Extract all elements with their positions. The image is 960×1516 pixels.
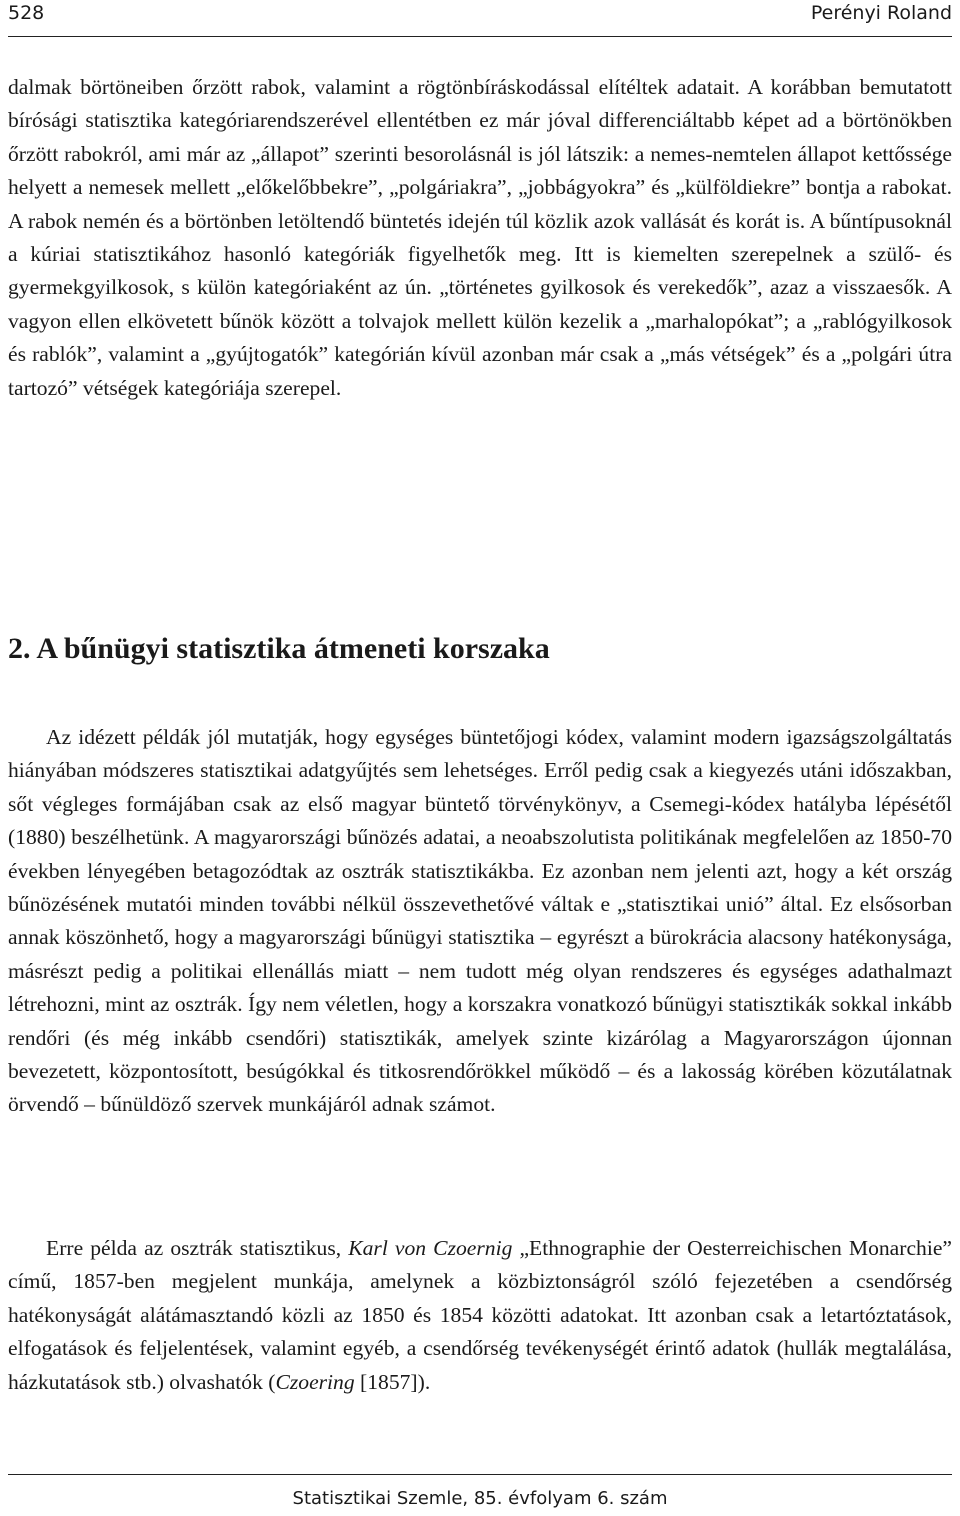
footer-rule (8, 1474, 952, 1475)
citation-italic: Czoering (275, 1369, 355, 1394)
running-author: Perényi Roland (810, 2, 952, 24)
p3-lead-text: Erre példa az osztrák statisztikus, (46, 1236, 349, 1260)
page-number: 528 (8, 2, 45, 24)
paragraph-czoernig (8, 1232, 952, 1399)
p3-end-text: [1857]). (354, 1369, 431, 1394)
p3-mid-text: „Ethnographie der Oesterreichischen Monarchie” című, 1857-ben megjelent munkája, amelynek a közbiztonságról szóló fejezetében a csendőrség hatékonyságát alátámasztandó közli az 1850 és 1854 közötti adatokat. Itt azonban csak a letartóztatások, elfogatások és feljelentések, valamint egyéb, a csendőrség tevékenységét érintő adatok (hullák megtalálása, házkutatások stb.) olvashatók ( (8, 1236, 952, 1394)
author-name-italic: Karl von Czoernig (348, 1236, 513, 1260)
running-header (8, 0, 952, 37)
journal-footer: Statisztikai Szemle, 85. évfolyam 6. szám (292, 1488, 668, 1509)
paragraph-continued: dalmak börtöneiben őrzött rabok, valamint a rögtönbíráskodással elítéltek adatait. A korábban bemutatott bírósági statisztika kategóriarendszerével ellentétben ez már jóval differenciáltabb képet ad a börtönökben őrzött rabokról, ami már az „állapot” szerinti besorolásnál is jól látszik: a nemes-nemtelen állapot kettőssége helyett a nemesek mellett „előkelőbbekre”, „polgáriakra”, „jobbágyokra” és „külföldiekre” bontja a rabokat. A rabok nemén és a börtönben letöltendő büntetés idején túl közlik azok vallását és korát is. A bűntípusoknál a kúriai statisztikához hasonló kategóriák figyelhetők meg. Itt is kiemelten szerepelnek a szülő- és gyermekgyilkosok, s külön kategóriaként az ún. „történetes gyilkosok és verekedők”, azaz a visszaesők. A vagyon ellen elkövetett bűnök között a tolvajok mellett külön kezelik a „marhalopókat”; a „rablógyilkosok és rablók”, valamint a „gyújtogatók” kategórián kívül azonban már csak a „más vétségek” és a „polgári útra tartozó” vétségek kategóriája szerepel. (8, 75, 952, 400)
section-heading: 2. A bűnügyi statisztika átmeneti korszaka (8, 632, 550, 665)
paragraph-intro: Az idézett példák jól mutatják, hogy egységes büntetőjogi kódex, valamint modern igazságszolgáltatás hiányában módszeres statisztikai adatgyűjtés sem lehetséges. Erről pedig csak a kiegyezés utáni időszakban, sőt végleges formájában csak az első magyar büntető törvénykönyv, a Csemegi-kódex hatályba lépésétől (1880) beszélhetünk. A magyarországi bűnözés adatai, a neoabszolutista politikának megfelelően az 1850-70 években lényegében betagozódtak az osztrák statisztikákba. Ez azonban nem jelenti azt, hogy a két ország bűnözésének mutatói minden további nélkül összevethetővé váltak e „statisztikai unió” által. Ez elsősorban annak köszönhető, hogy a magyarországi bűnügyi statisztika – egyrészt a bürokrácia alacsony hatékonysága, másrészt pedig a politikai ellenállás miatt – nem tudott még olyan rendszeres és egységes adathalmazt létrehozni, mint az osztrák. Így nem véletlen, hogy a korszakra vonatkozó bűnügyi statisztikák sokkal inkább rendőri (és még inkább csendőri) statisztikák, amelyek szinte kizárólag a Magyarországon újonnan bevezetett, központosított, besúgókkal és titkosrendőrökkel működő – és a lakosság körében közutálatnak örvendő – bűnüldöző szervek munkájáról adnak számot. (8, 725, 952, 1117)
